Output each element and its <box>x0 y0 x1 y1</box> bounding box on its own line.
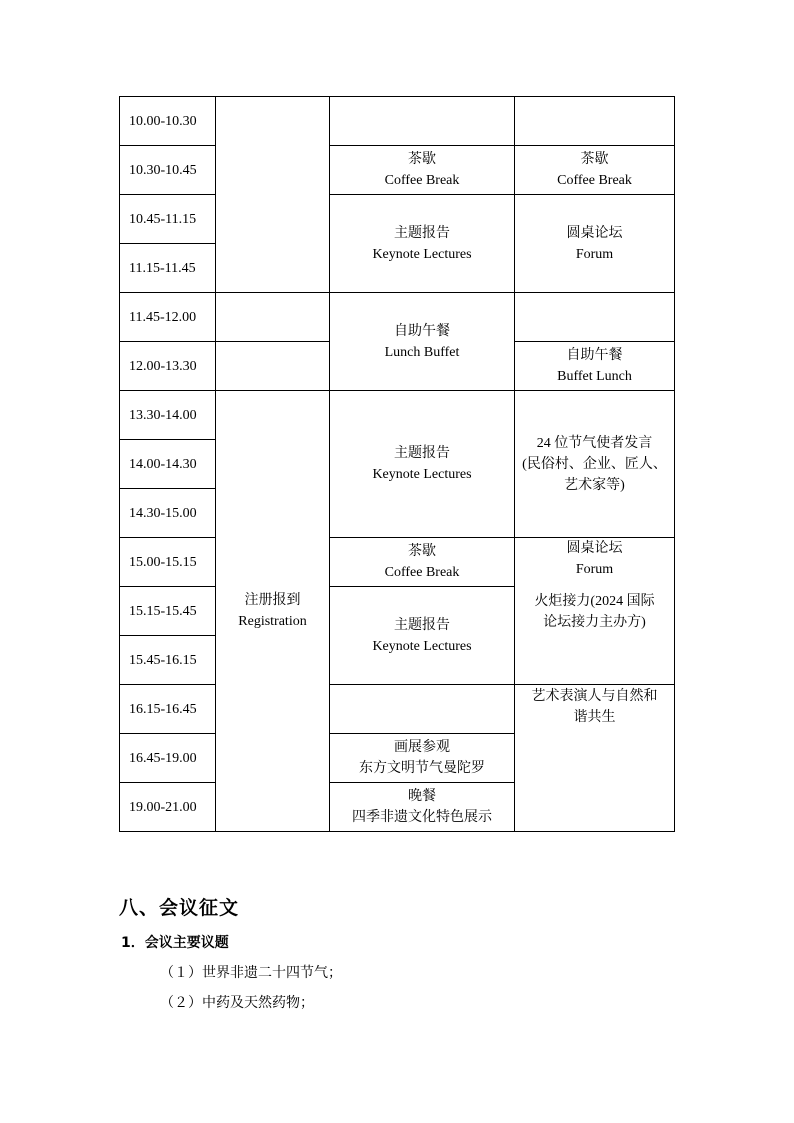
lunch-cell <box>330 293 515 391</box>
exhibition-sub: 东方文明节气曼陀罗 <box>359 761 485 776</box>
time-cell: 10.45-11.15 <box>120 195 216 244</box>
keynote-en: Keynote Lectures <box>372 467 472 482</box>
empty-cell <box>216 293 330 342</box>
lunch-zh: 自助午餐 <box>566 348 623 363</box>
topic-item: （１）世界非遗二十四节气； <box>160 965 342 981</box>
speeches-line: (民俗村、企业、匠人、 <box>522 456 667 472</box>
time-cell: 16.45-19.00 <box>120 734 216 783</box>
coffee-break-zh: 茶歇 <box>408 544 436 559</box>
time-cell: 10.00-10.30 <box>120 97 216 146</box>
coffee-break-zh: 茶歇 <box>580 152 609 167</box>
time-cell: 15.15-15.45 <box>120 587 216 636</box>
coffee-break-zh: 茶歇 <box>408 152 436 167</box>
coffee-break-en: Coffee Break <box>557 173 632 188</box>
schedule-table <box>119 96 675 832</box>
art-line: 谐共生 <box>573 710 616 725</box>
keynote-cell <box>330 391 515 538</box>
time-cell: 11.45-12.00 <box>120 293 216 342</box>
speeches-cell <box>515 391 675 538</box>
empty-cell <box>216 342 330 391</box>
time-cell: 19.00-21.00 <box>120 783 216 832</box>
empty-cell <box>330 97 515 146</box>
time-cell: 12.00-13.30 <box>120 342 216 391</box>
time-cell: 15.45-16.15 <box>120 636 216 685</box>
time-cell: 11.15-11.45 <box>120 244 216 293</box>
keynote-zh: 主题报告 <box>394 225 450 241</box>
coffee-break-en: Coffee Break <box>384 173 460 188</box>
dinner-zh: 晚餐 <box>408 789 436 804</box>
forum-en: Forum <box>575 562 614 577</box>
empty-cell <box>330 685 515 734</box>
speeches-line: 24 位节气使者发言 <box>536 435 653 451</box>
torch-line: 论坛接力主办方) <box>543 615 646 630</box>
empty-cell <box>515 97 675 146</box>
lunch-cell <box>515 342 675 391</box>
section-subheading: 1．会议主要议题 <box>121 935 229 951</box>
keynote-zh: 主题报告 <box>394 446 450 461</box>
registration-zh: 注册报到 <box>244 593 301 608</box>
lunch-zh: 自助午餐 <box>394 323 450 339</box>
time-cell: 14.00-14.30 <box>120 440 216 489</box>
lunch-en: Lunch Buffet <box>384 344 460 360</box>
speeches-line: 艺术家等) <box>564 477 625 493</box>
art-line: 艺术表演人与自然和 <box>531 689 658 704</box>
keynote-cell <box>330 195 515 293</box>
dinner-sub: 四季非遗文化特色展示 <box>352 810 492 825</box>
keynote-en: Keynote Lectures <box>372 638 472 654</box>
time-cell: 14.30-15.00 <box>120 489 216 538</box>
forum-torch-cell <box>515 538 675 685</box>
empty-cell <box>515 293 675 342</box>
section-heading: 八、会议征文 <box>119 897 240 919</box>
keynote-en: Keynote Lectures <box>372 246 472 262</box>
time-cell: 16.15-16.45 <box>120 685 216 734</box>
coffee-break-cell <box>330 538 515 587</box>
forum-zh: 圆桌论坛 <box>566 541 623 556</box>
time-cell: 15.00-15.15 <box>120 538 216 587</box>
coffee-break-cell <box>330 146 515 195</box>
keynote-cell <box>330 587 515 685</box>
exhibition-zh: 画展参观 <box>394 740 450 755</box>
registration-cell <box>216 391 330 832</box>
topic-item: （２）中药及天然药物； <box>160 995 314 1011</box>
forum-en: Forum <box>575 246 614 262</box>
forum-zh: 圆桌论坛 <box>566 225 623 241</box>
time-cell: 10.30-10.45 <box>120 146 216 195</box>
lunch-en: Buffet Lunch <box>557 369 632 384</box>
registration-en: Registration <box>238 614 307 629</box>
exhibition-cell <box>330 734 515 783</box>
time-cell: 13.30-14.00 <box>120 391 216 440</box>
empty-cell <box>216 97 330 293</box>
art-cell <box>515 685 675 832</box>
keynote-zh: 主题报告 <box>394 617 450 633</box>
torch-line: 火炬接力(2024 国际 <box>534 594 655 609</box>
forum-cell <box>515 195 675 293</box>
dinner-cell <box>330 783 515 832</box>
coffee-break-en: Coffee Break <box>384 565 460 580</box>
coffee-break-cell <box>515 146 675 195</box>
